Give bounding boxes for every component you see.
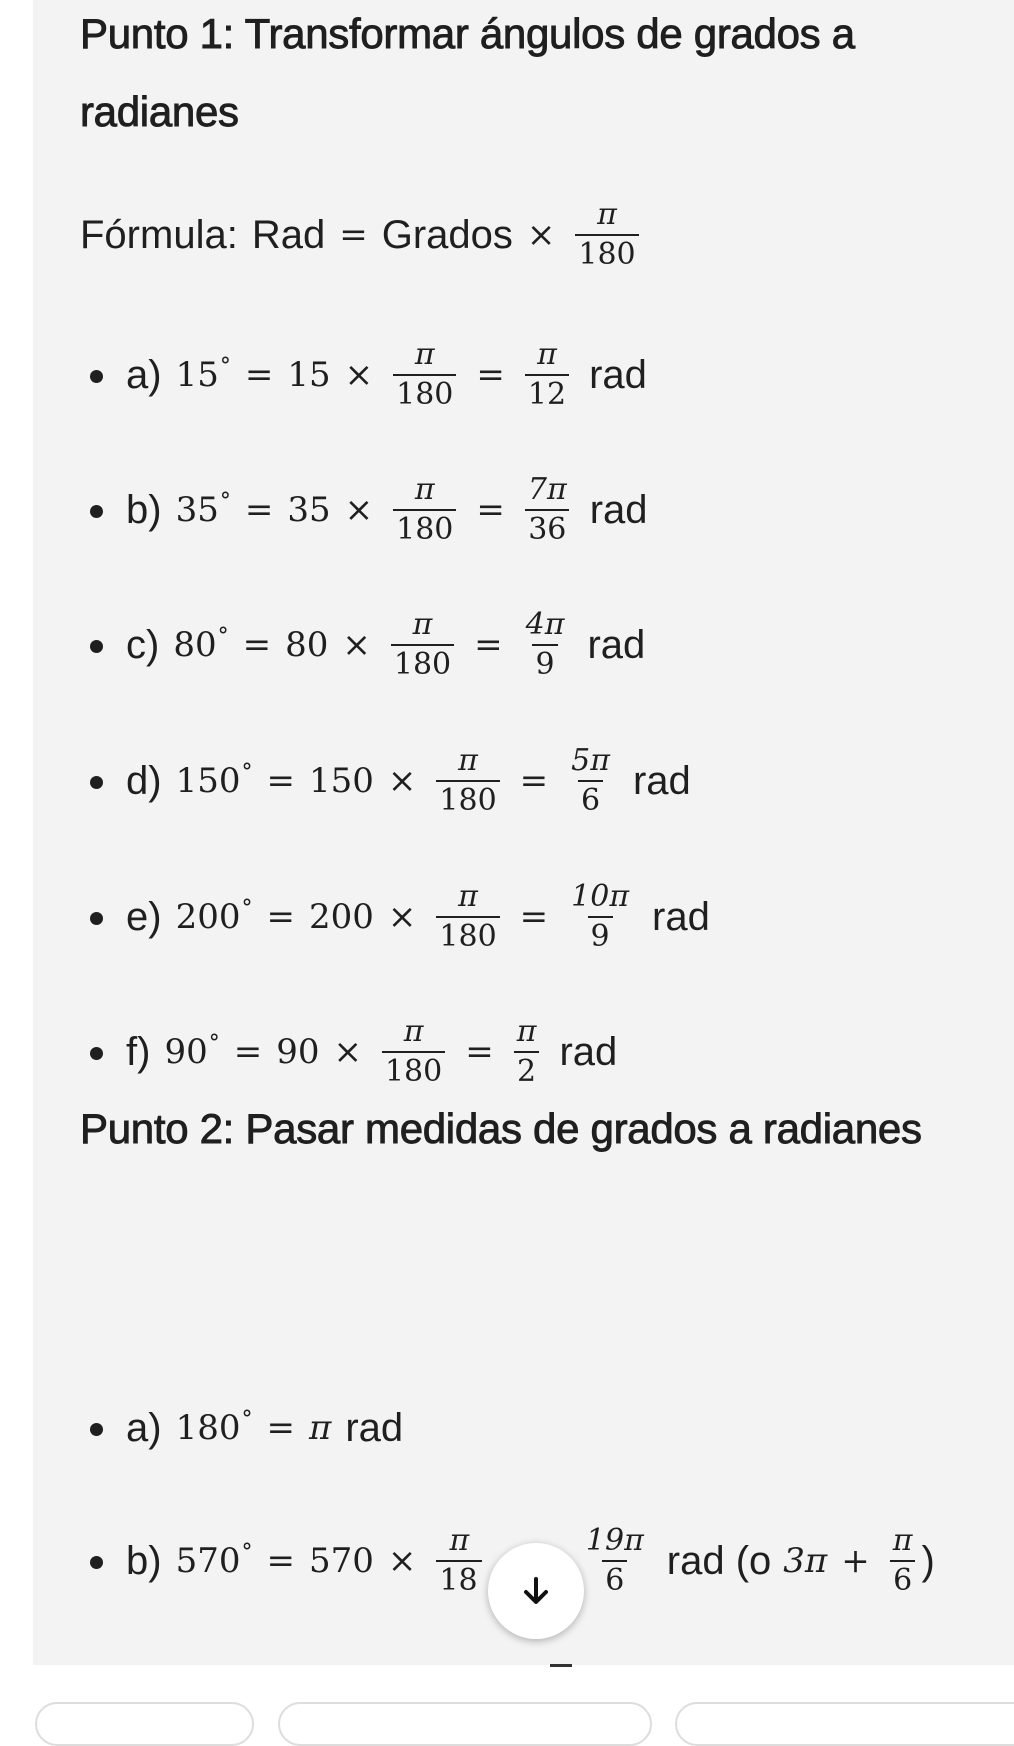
- result-fraction: $\frac{\pi}{12}$: [525, 336, 569, 414]
- equals-sign: =: [242, 625, 272, 665]
- formula-label: Fórmula:: [80, 212, 238, 257]
- formula-word: Grados: [381, 212, 513, 257]
- item-label: e): [126, 894, 162, 939]
- equals-sign: =: [465, 1032, 494, 1072]
- formula-denominator: 180: [575, 234, 638, 274]
- scroll-down-button[interactable]: [488, 1543, 584, 1639]
- bullet: [90, 1556, 103, 1569]
- degree-number: 35: [287, 490, 331, 530]
- item-label: a): [126, 1405, 162, 1450]
- result-fraction: $\frac{10\pi}{9}$: [571, 879, 630, 954]
- conversion-fraction: $\frac{\pi}{180}$: [436, 742, 499, 820]
- plus-sign: +: [841, 1541, 870, 1581]
- bullet: [90, 1047, 103, 1060]
- times-sign: ×: [344, 355, 374, 395]
- degree-number: 570: [308, 1541, 374, 1581]
- equals-sign: =: [476, 355, 505, 395]
- unit-label: rad: [345, 1405, 404, 1450]
- degree-value: 180°: [175, 1407, 253, 1448]
- unit-label: rad: [559, 1029, 618, 1074]
- equals-sign: =: [266, 1541, 295, 1581]
- equals-sign: =: [519, 897, 549, 937]
- formula-equals: =: [339, 215, 368, 255]
- arrow-down-icon: [519, 1574, 553, 1608]
- conversion-fraction: $\frac{\pi}{18}$: [436, 1522, 482, 1600]
- close-paren: ): [921, 1538, 935, 1583]
- unit-label: rad: [589, 487, 648, 532]
- degree-value: 90°: [164, 1031, 220, 1072]
- times-sign: ×: [344, 490, 374, 530]
- bullet: [90, 912, 103, 925]
- suggestion-chip[interactable]: [675, 1702, 1014, 1746]
- equals-sign: =: [476, 490, 505, 530]
- degree-value: 570°: [175, 1540, 253, 1581]
- alt-fraction: $\frac{\pi}{6}$: [890, 1522, 916, 1600]
- unit-label: rad (o: [666, 1538, 772, 1583]
- times-sign: ×: [342, 625, 371, 665]
- bullet: [90, 776, 103, 789]
- result-fraction: $\frac{19\pi}{6}$: [585, 1523, 644, 1598]
- formula-fraction: [575, 196, 638, 274]
- degree-value: 200°: [175, 896, 253, 937]
- conversion-fraction: $\frac{\pi}{180}$: [436, 878, 499, 956]
- item-label: b): [126, 1538, 162, 1583]
- degree-number: 150: [308, 761, 374, 801]
- section1-item: [126, 600, 645, 690]
- result-fraction: $\frac{7\pi}{36}$: [525, 471, 570, 549]
- section1-title: Punto 1: Transformar ángulos de grados a radianes: [80, 10, 855, 135]
- bullet: [90, 370, 103, 383]
- result-value: π: [308, 1408, 332, 1448]
- result-fraction: $\frac{5\pi}{6}$: [571, 743, 610, 818]
- conversion-fraction: $\frac{\pi}{180}$: [391, 606, 454, 684]
- equals-sign: =: [266, 897, 295, 937]
- unit-label: rad: [632, 758, 691, 803]
- degree-number: 90: [276, 1032, 320, 1072]
- bullet: [90, 505, 103, 518]
- divider-mark: [550, 1664, 572, 1667]
- conversion-fraction: $\frac{\pi}{180}$: [382, 1013, 445, 1091]
- unit-label: rad: [652, 894, 710, 939]
- item-label: f): [126, 1029, 151, 1074]
- times-sign: ×: [333, 1032, 362, 1072]
- bullet: [90, 1423, 103, 1436]
- conversion-fraction: $\frac{\pi}{180}$: [393, 471, 456, 549]
- item-label: b): [126, 487, 162, 532]
- times-sign: ×: [387, 897, 417, 937]
- item-label: a): [126, 352, 162, 397]
- unit-label: rad: [587, 622, 646, 667]
- result-fraction: $\frac{\pi}{2}$: [514, 1013, 540, 1091]
- times-sign: ×: [387, 1541, 417, 1581]
- unit-label: rad: [589, 352, 647, 397]
- section1-item: [126, 872, 710, 962]
- section1-item: [126, 465, 648, 555]
- degree-number: 80: [285, 625, 329, 665]
- alt-term: 3π: [783, 1541, 828, 1581]
- conversion-fraction: $\frac{\pi}{180}$: [393, 336, 456, 414]
- section2-item-a: [126, 1383, 403, 1473]
- bullet: [90, 640, 103, 653]
- formula-line: [80, 190, 645, 280]
- equals-sign: =: [244, 355, 274, 395]
- degree-value: 150°: [175, 760, 253, 801]
- equals-sign: =: [266, 1408, 295, 1448]
- degree-value: 80°: [173, 624, 229, 665]
- degree-number: 15: [287, 355, 331, 395]
- result-fraction: $\frac{4\pi}{9}$: [525, 607, 565, 682]
- times-sign: ×: [387, 761, 417, 801]
- item-label: c): [126, 622, 160, 667]
- equals-sign: =: [266, 761, 295, 801]
- section1-item: [126, 736, 691, 826]
- equals-sign: =: [233, 1032, 263, 1072]
- degree-number: 200: [308, 897, 374, 937]
- section2-title: Punto 2: Pasar medidas de grados a radianes: [80, 1105, 922, 1152]
- suggestion-chip[interactable]: [278, 1702, 652, 1746]
- formula-lhs: Rad: [251, 212, 326, 257]
- section1-item: [126, 330, 647, 420]
- degree-value: 15°: [175, 354, 231, 395]
- equals-sign: =: [474, 625, 503, 665]
- formula-times: ×: [526, 215, 556, 255]
- section1-item: [126, 1007, 617, 1097]
- degree-value: 35°: [175, 489, 231, 530]
- equals-sign: =: [244, 490, 274, 530]
- equals-sign: =: [519, 761, 549, 801]
- suggestion-chip[interactable]: [35, 1702, 254, 1746]
- formula-numerator: π: [597, 197, 617, 232]
- item-label: d): [126, 758, 162, 803]
